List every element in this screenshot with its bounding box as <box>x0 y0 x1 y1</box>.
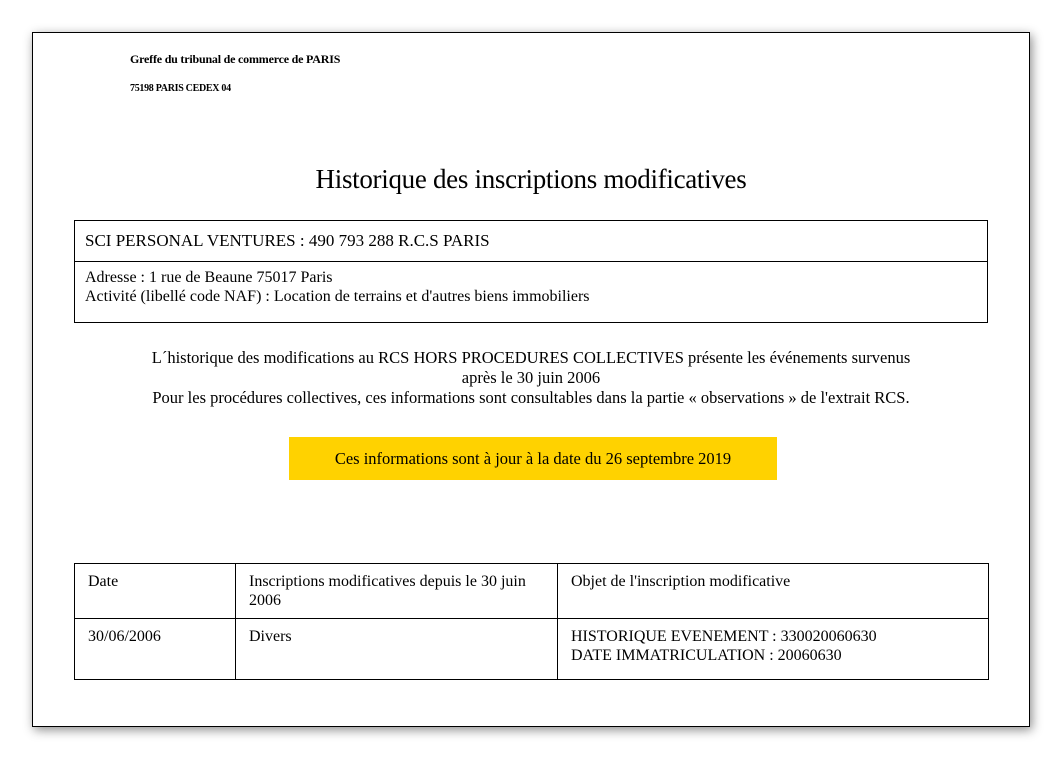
notice-line-3: Pour les procédures collectives, ces informations sont consultables dans la partie « observations » de l'extrait RCS. <box>152 388 910 407</box>
company-details <box>75 262 987 322</box>
company-box <box>74 220 988 323</box>
cell-date: 30/06/2006 <box>75 619 236 680</box>
notice-line-2: après le 30 juin 2006 <box>461 368 601 387</box>
document-page <box>32 32 1030 727</box>
header-object: Objet de l'inscription modificative <box>558 564 989 619</box>
table-header-row <box>75 564 989 619</box>
header-date: Date <box>75 564 236 619</box>
header-inscriptions: Inscriptions modificatives depuis le 30 juin 2006 <box>236 564 558 619</box>
company-name: SCI PERSONAL VENTURES : 490 793 288 R.C.S PARIS <box>75 221 987 262</box>
object-line-1: HISTORIQUE EVENEMENT : 330020060630 <box>571 628 877 645</box>
table-row <box>75 619 989 680</box>
greffe-name: Greffe du tribunal de commerce de PARIS <box>130 52 341 66</box>
company-activity: Activité (libellé code NAF) : Location de terrains et d'autres biens immobiliers <box>85 288 590 305</box>
object-line-2: DATE IMMATRICULATION : 20060630 <box>571 647 842 664</box>
greffe-address: 75198 PARIS CEDEX 04 <box>130 83 231 94</box>
update-date-banner: Ces informations sont à jour à la date du 26 septembre 2019 <box>289 437 777 480</box>
company-address: Adresse : 1 rue de Beaune 75017 Paris <box>85 269 333 286</box>
cell-object <box>558 619 989 680</box>
page-title: Historique des inscriptions modificatives <box>315 164 747 194</box>
cell-type: Divers <box>236 619 558 680</box>
notice-line-1: L´historique des modifications au RCS HORS PROCEDURES COLLECTIVES présente les événements survenus <box>151 348 911 367</box>
notice-text <box>53 348 1009 408</box>
modifications-table <box>74 563 989 680</box>
